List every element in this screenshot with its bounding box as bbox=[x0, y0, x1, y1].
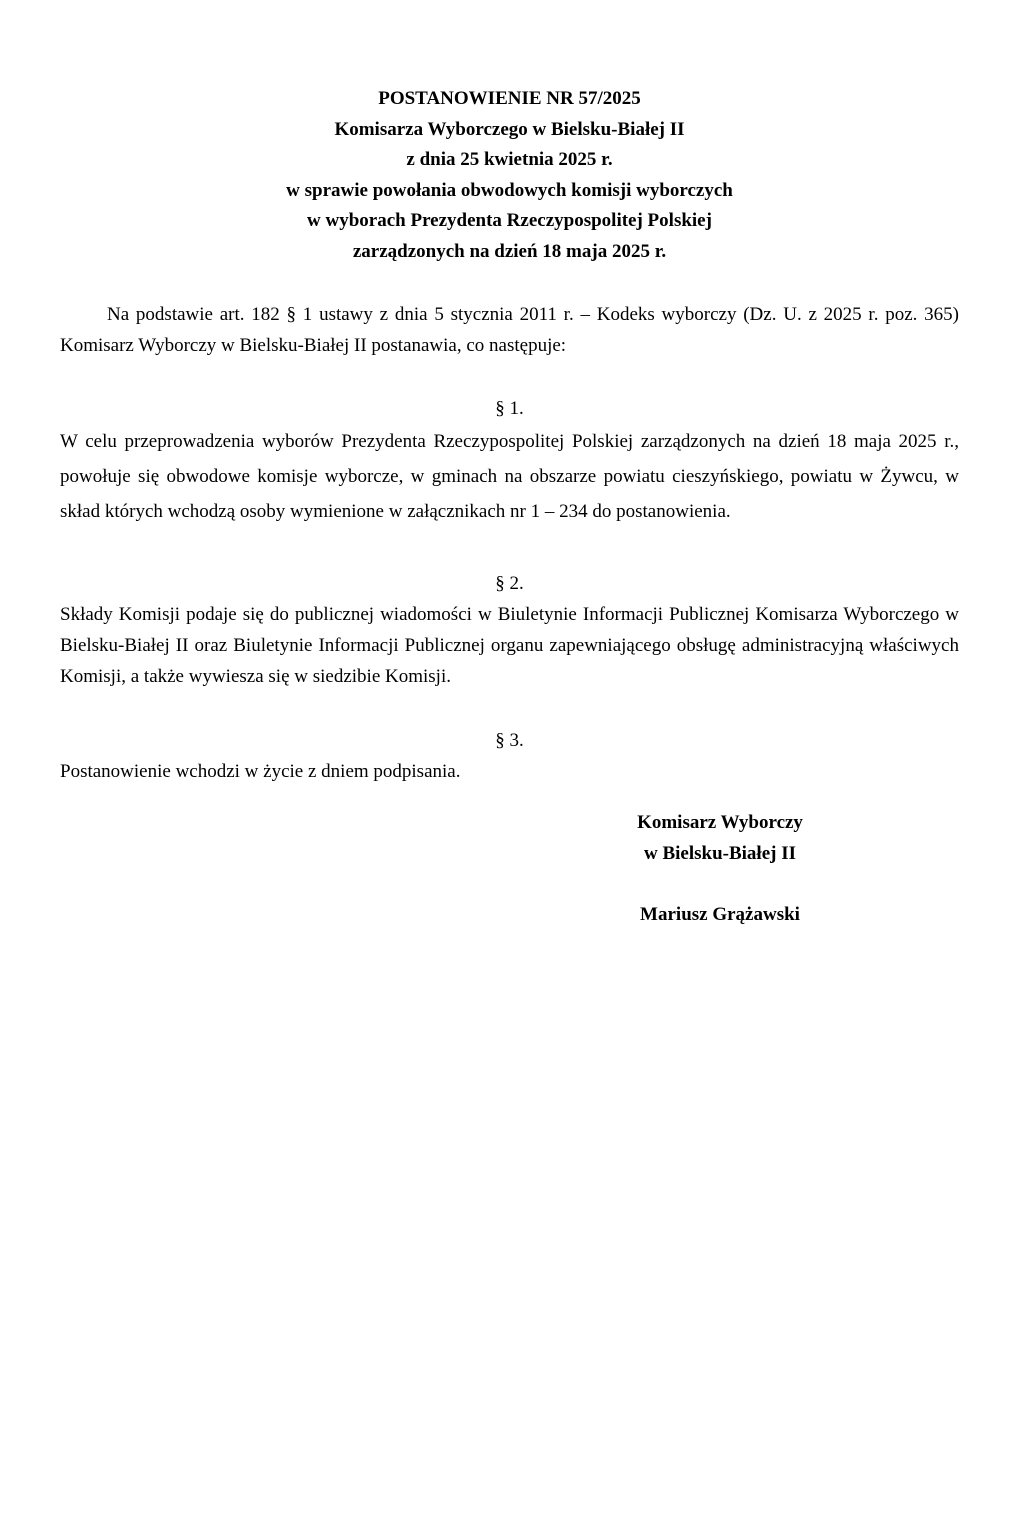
document-page bbox=[60, 84, 959, 925]
signatory-name: Mariusz Grążawski bbox=[640, 904, 800, 925]
section-3 bbox=[60, 726, 959, 787]
section-2-title: § 2. bbox=[495, 573, 524, 594]
issuing-authority: Komisarza Wyborczego w Bielsku-Białej II bbox=[334, 118, 685, 140]
section-2 bbox=[60, 569, 959, 692]
legal-basis-paragraph: Na podstawie art. 182 § 1 ustawy z dnia 5 stycznia 2011 r. – Kodeks wyborczy (Dz. U. z 2025 r. poz. 365) Komisarz Wyborczy w Bielsku-Białej II postanawia, co następuje: bbox=[60, 304, 959, 356]
signatory-title: Komisarz Wyborczy bbox=[637, 812, 803, 833]
subject-line-2: w wyborach Prezydenta Rzeczypospolitej Polskiej bbox=[307, 210, 712, 231]
section-1 bbox=[60, 394, 959, 529]
section-2-body: Składy Komisji podaje się do publicznej wiadomości w Biuletynie Informacji Publicznej Komisarza Wyborczego w Bielsku-Białej II oraz Biuletynie Informacji Publicznej organu zapewniającego obsługę administracyjną właściwych Komisji, a także wywiesza się w siedzibie Komisji. bbox=[60, 604, 959, 687]
signature-block bbox=[593, 808, 847, 931]
subject-line-1: w sprawie powołania obwodowych komisji wyborczych bbox=[286, 179, 733, 201]
resolution-number: POSTANOWIENIE NR 57/2025 bbox=[378, 88, 641, 109]
signatory-office: w Bielsku-Białej II bbox=[643, 842, 797, 864]
section-3-title: § 3. bbox=[495, 730, 524, 751]
issue-date: z dnia 25 kwietnia 2025 r. bbox=[406, 149, 613, 170]
document-header bbox=[60, 84, 959, 267]
subject-line-3: zarządzonych na dzień 18 maja 2025 r. bbox=[352, 240, 667, 262]
section-3-body: Postanowienie wchodzi w życie z dniem podpisania. bbox=[60, 761, 461, 782]
section-1-title: § 1. bbox=[495, 398, 524, 419]
section-1-body: W celu przeprowadzenia wyborów Prezydenta Rzeczypospolitej Polskiej zarządzonych na dzień 18 maja 2025 r., powołuje się obwodowe komisje wyborcze, w gminach na obszarze powiatu cieszyńskiego, powiatu w Żywcu, w skład których wchodzą osoby wymienione w załącznikach nr 1 – 234 do postanowienia. bbox=[60, 431, 959, 522]
